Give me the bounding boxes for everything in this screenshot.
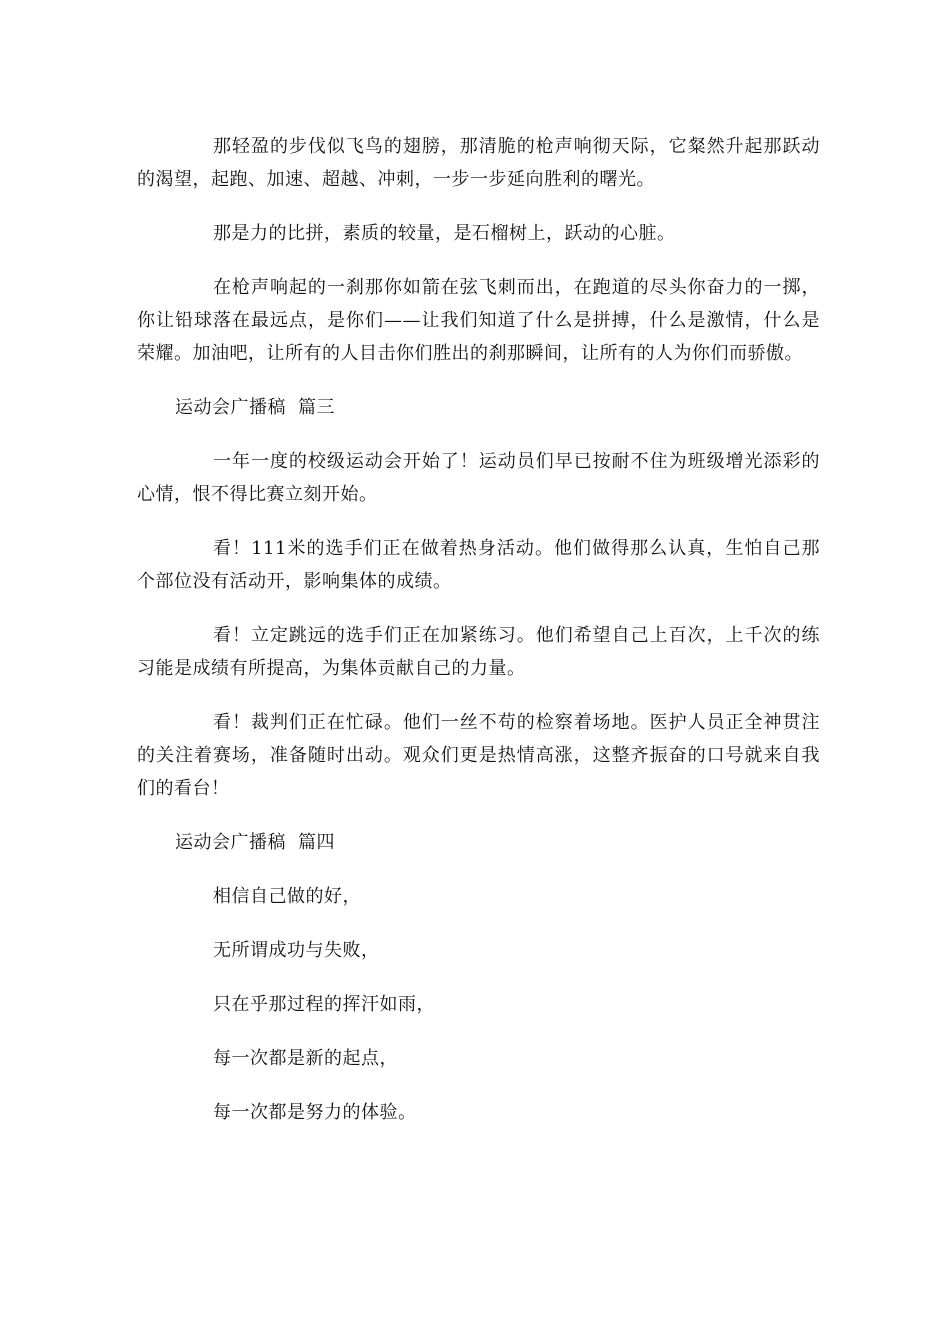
- section-heading-3: [137, 391, 820, 424]
- section-title: 运动会广播稿: [175, 832, 286, 853]
- section-label: 篇三: [298, 397, 335, 418]
- verse-line: 相信自己做的好，: [213, 886, 361, 907]
- paragraph: 那是力的比拼，素质的较量，是石榴树上，跃动的心脏。: [213, 223, 676, 244]
- verse-line: 每一次都是努力的体验。: [213, 1102, 417, 1123]
- document-page: [137, 130, 820, 1150]
- verse-line: 无所谓成功与失败，: [213, 940, 380, 961]
- verse-line: 只在乎那过程的挥汗如雨，: [213, 994, 435, 1015]
- paragraph: 在枪声响起的一刹那你如箭在弦飞刺而出，在跑道的尽头你奋力的一掷，你让铅球落在最远点，是你们——让我们知道了什么是拼搏，什么是激情，什么是荣耀。加油吧，让所有的人目击你们胜出的刹那瞬间，让所有的人为你们而骄傲。: [137, 277, 820, 364]
- section-label: 篇四: [298, 832, 335, 853]
- paragraph: 看！立定跳远的选手们正在加紧练习。他们希望自己上百次，上千次的练习能是成绩有所提高，为集体贡献自己的力量。: [137, 625, 820, 679]
- paragraph: 看！裁判们正在忙碌。他们一丝不苟的检察着场地。医护人员正全神贯注的关注着赛场，准备随时出动。观众们更是热情高涨，这整齐振奋的口号就来自我们的看台！: [137, 712, 820, 799]
- paragraph: 一年一度的校级运动会开始了！运动员们早已按耐不住为班级增光添彩的心情，恨不得比赛立刻开始。: [137, 451, 820, 505]
- paragraph: 那轻盈的步伐似飞鸟的翅膀，那清脆的枪声响彻天际，它粲然升起那跃动的渴望，起跑、加速、超越、冲刺，一步一步延向胜利的曙光。: [137, 136, 820, 190]
- paragraph: 看！111米的选手们正在做着热身活动。他们做得那么认真，生怕自己那个部位没有活动开，影响集体的成绩。: [137, 538, 820, 592]
- section-heading-4: [137, 826, 820, 859]
- section-title: 运动会广播稿: [175, 397, 286, 418]
- verse-line: 每一次都是新的起点，: [213, 1048, 398, 1069]
